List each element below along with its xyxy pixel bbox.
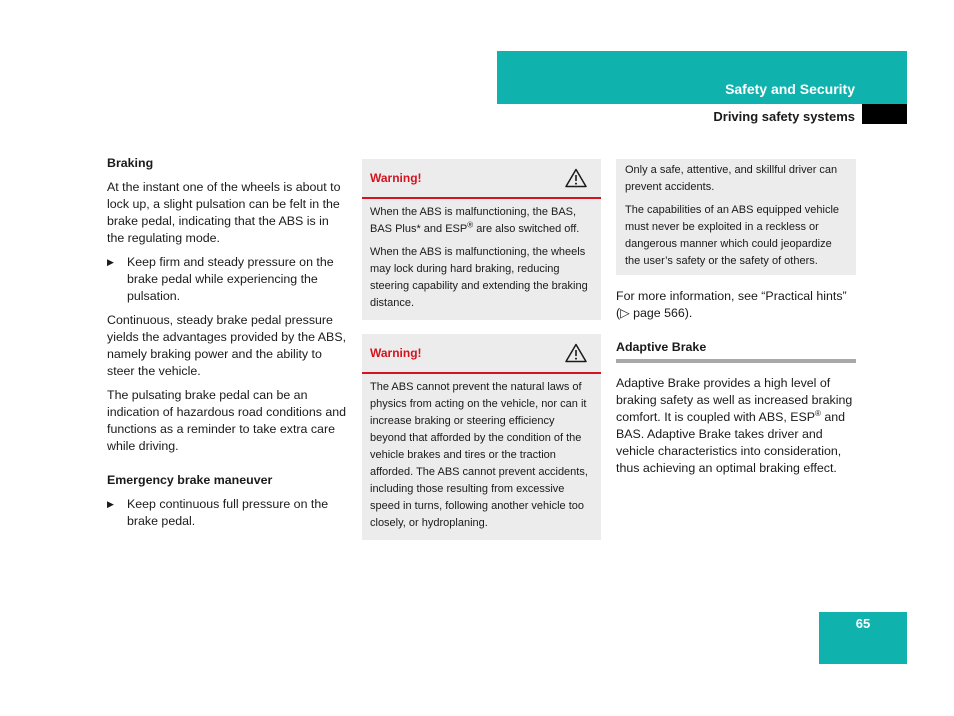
list-item	[107, 254, 347, 305]
list-item-text: Keep continuous full pressure on the brake pedal.	[127, 497, 329, 528]
more-info-text	[616, 288, 856, 322]
info-box	[616, 159, 856, 275]
subsection-title: Driving safety systems	[713, 109, 855, 124]
warning-paragraph: The ABS cannot prevent the natural laws of physics from acting on the vehicle, nor can it increase braking or steering efficiency beyond that afforded by the condition of the vehicle brakes and tires or the traction afforded. The ABS cannot prevent accidents, including those resulting from excessive speed in turns, following another vehicle too closely, or hydroplaning.	[370, 381, 588, 529]
section-title: Safety and Security	[725, 81, 855, 97]
paragraph	[616, 375, 856, 477]
more-info-label: For more information, see “Practical hints”	[616, 289, 847, 303]
warning-body	[362, 374, 601, 540]
warning-triangle-icon	[565, 343, 587, 363]
section-tab-marker	[862, 104, 907, 124]
heading-divider	[616, 359, 856, 363]
info-paragraph: The capabilities of an ABS equipped vehicle must never be exploited in a reckless or dangerous manner which could jeopardize the user’s safety or the safety of others.	[625, 204, 840, 267]
warning-title: Warning!	[370, 171, 422, 185]
page-number-box	[819, 612, 907, 664]
triangle-right-icon: ▶	[107, 499, 114, 509]
registered-mark: ®	[815, 408, 821, 418]
registered-mark: ®	[467, 220, 474, 230]
paragraph: The pulsating brake pedal can be an indication of hazardous road conditions and functions as a reminder to take extra care while driving.	[107, 388, 347, 453]
list-item-text: Keep firm and steady pressure on the brake pedal while experiencing the pulsation.	[127, 255, 334, 303]
right-column	[616, 288, 856, 477]
triangle-right-icon: ▶	[107, 257, 114, 267]
warning-header	[362, 159, 601, 199]
warning-paragraph: When the ABS is malfunctioning, the wheels may lock during hard braking, reducing steering capability and extending the braking distance.	[370, 246, 588, 309]
paragraph: Continuous, steady brake pedal pressure yields the advantages provided by the ABS, namely braking power and the ability to steer the vehicle.	[107, 313, 347, 378]
warning-text: When the ABS is malfunctioning, the BAS, BAS Plus* and ESP	[370, 206, 577, 235]
warning-paragraph	[370, 204, 593, 238]
warning-header	[362, 334, 601, 374]
header-band	[497, 51, 907, 104]
warning-text: are also switched off.	[473, 223, 580, 235]
paragraph-text: Adaptive Brake provides a high level of braking safety as well as increased braking comfort. It is coupled with ABS, ESP	[616, 376, 853, 424]
adaptive-brake-heading: Adaptive Brake	[616, 340, 707, 354]
warning-triangle-icon	[565, 168, 587, 188]
left-column	[107, 155, 347, 530]
warning-box	[362, 159, 601, 320]
braking-heading: Braking	[107, 156, 154, 170]
list-item	[107, 496, 347, 530]
warning-box	[362, 334, 601, 540]
page-reference-link[interactable]: (▷ page 566).	[616, 306, 693, 320]
emergency-heading: Emergency brake maneuver	[107, 473, 273, 487]
paragraph-text: and BAS. Adaptive Brake takes driver and vehicle characteristics into consideration, thus achieving an optimal braking effect.	[616, 410, 846, 475]
info-paragraph: Only a safe, attentive, and skillful driver can prevent accidents.	[625, 164, 838, 193]
warning-title: Warning!	[370, 346, 422, 360]
warning-body	[362, 199, 601, 320]
page-number: 65	[855, 616, 871, 631]
paragraph: At the instant one of the wheels is about to lock up, a slight pulsation can be felt in the brake pedal, indicating that the ABS is in the regulating mode.	[107, 180, 341, 245]
